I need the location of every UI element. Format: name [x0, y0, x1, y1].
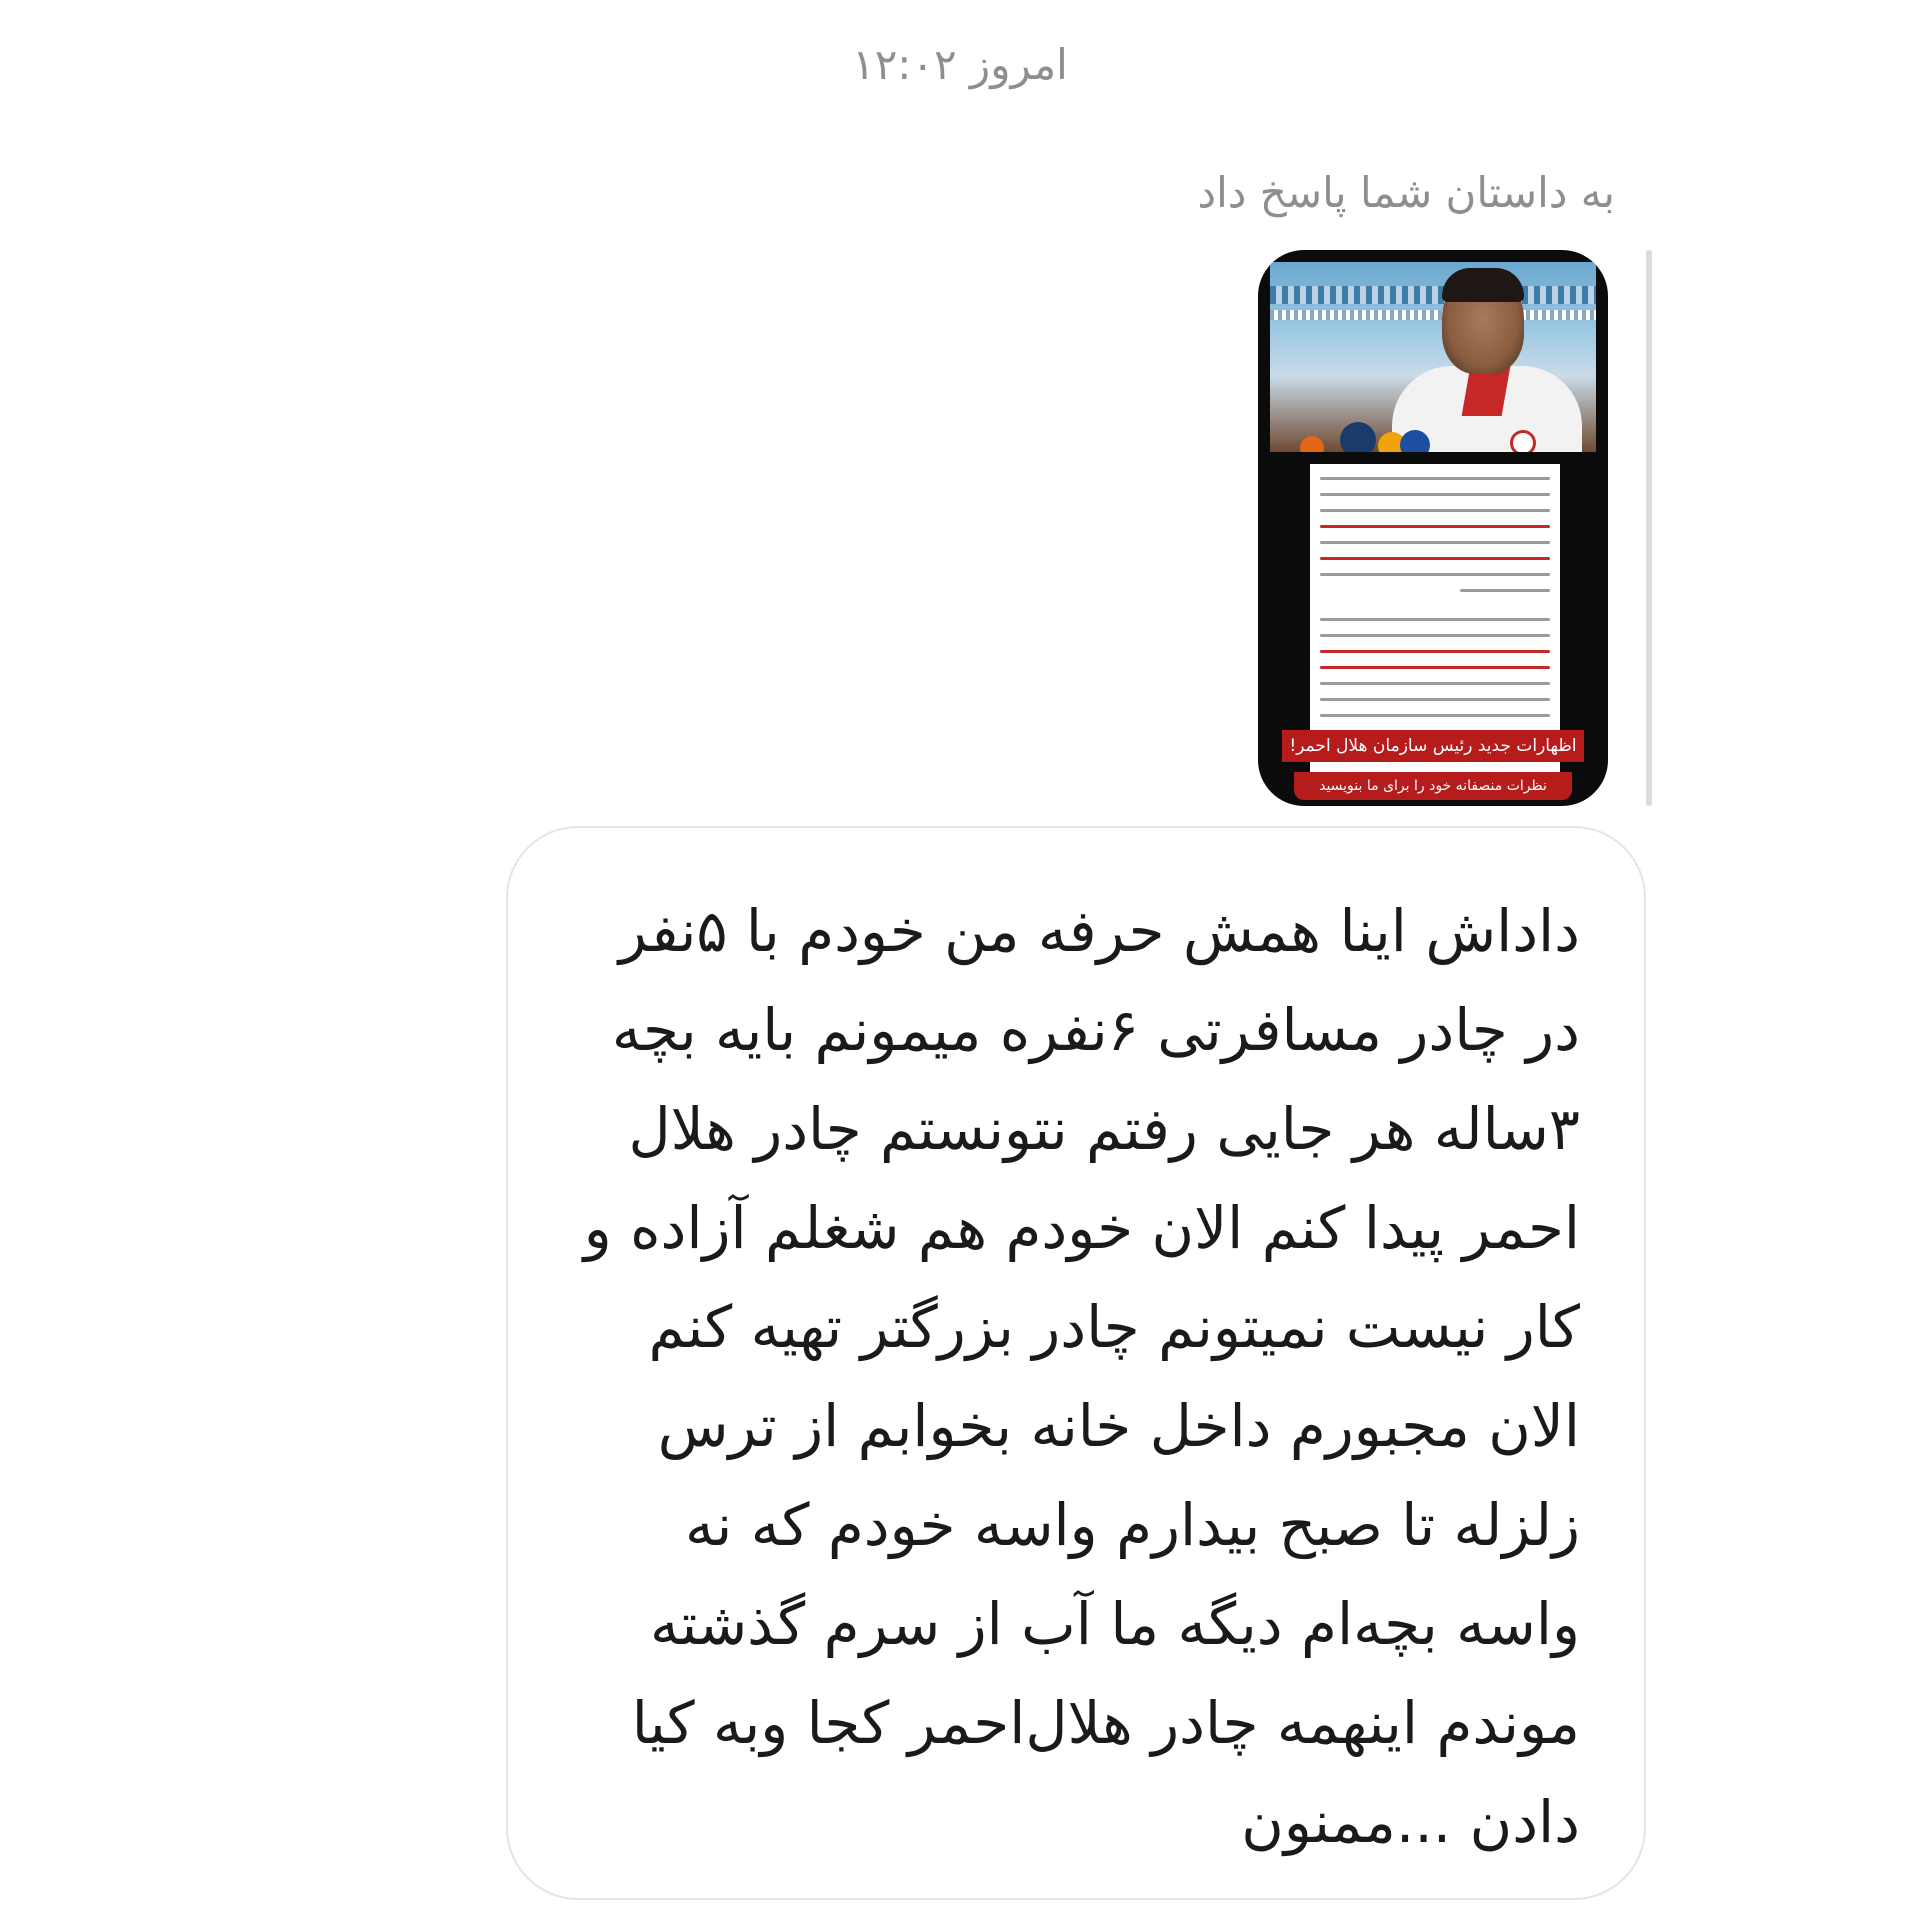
- message-line: کار نیست نمیتونم چادر بزرگتر تهیه کنم: [648, 1293, 1580, 1361]
- message-line: ۳ساله هر جایی رفتم نتونستم چادر هلال: [628, 1095, 1580, 1163]
- message-line: واسه بچه‌ام دیگه ما آب از سرم گذشته: [649, 1590, 1580, 1658]
- story-thumbnail[interactable]: [1258, 250, 1608, 806]
- microphone-icon: [1400, 430, 1430, 452]
- microphone-icon: [1300, 436, 1324, 452]
- message-line: دادن ...ممنون: [1241, 1788, 1580, 1856]
- message-line: احمر پیدا کنم الان خودم هم شغلم آزاده و: [583, 1194, 1580, 1262]
- story-footer-banner: نظرات منصفانه خود را برای ما بنویسید: [1294, 772, 1572, 800]
- message-line: الان مجبورم داخل خانه بخوابم از ترس: [657, 1392, 1580, 1460]
- red-crescent-logo: [1510, 430, 1536, 452]
- story-document-image: [1310, 464, 1560, 774]
- story-caption: اظهارات جدید رئیس سازمان هلال احمر!: [1282, 730, 1584, 762]
- message-line: داداش اینا همش حرفه من خودم با ۵نفر: [618, 897, 1580, 965]
- message-line: زلزله تا صبح بیدارم واسه خودم که نه: [685, 1491, 1580, 1559]
- story-reply-label: به داستان شما پاسخ داد: [1197, 168, 1615, 217]
- message-line: در چادر مسافرتی ۶نفره میمونم بایه بچه: [611, 996, 1580, 1064]
- message-bubble[interactable]: [506, 826, 1646, 1900]
- reply-quote-bar: [1646, 250, 1652, 806]
- story-photo: [1270, 262, 1596, 452]
- message-timestamp: امروز ۱۲:۰۲: [852, 40, 1068, 89]
- message-text: [560, 882, 1580, 1872]
- photo-background-band: [1270, 286, 1596, 304]
- message-line: موندم اینهمه چادر هلال‌احمر کجا وبه کیا: [631, 1689, 1580, 1757]
- photo-background-pattern: [1270, 310, 1596, 320]
- microphone-icon: [1340, 422, 1376, 452]
- person-hair: [1442, 268, 1524, 302]
